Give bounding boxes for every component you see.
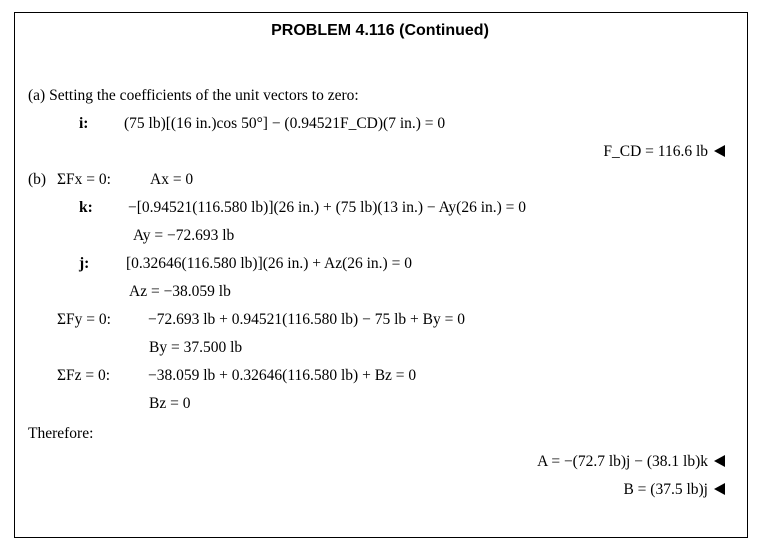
fy-equation: −72.693 lb + 0.94521(116.580 lb) − 75 lb + By = 0: [148, 311, 465, 328]
j-equation: [0.32646(116.580 lb)](26 in.) + Az(26 in.) = 0: [126, 255, 412, 272]
by-equation: By = 37.500 lb: [149, 339, 243, 356]
i-equation: (75 lb)[(16 in.)cos 50°] − (0.94521F_CD)(7 in.) = 0: [124, 115, 446, 132]
ax-equation: Ax = 0: [150, 171, 194, 188]
sum-fy-label: ΣFy = 0:: [57, 311, 111, 328]
therefore-label: Therefore:: [28, 425, 94, 442]
answer-b-text: B = (37.5 lb)j: [623, 481, 708, 498]
bz-equation: Bz = 0: [149, 395, 191, 412]
i-label: i:: [79, 115, 89, 132]
fcd-result: [560, 142, 725, 162]
fcd-result-text: F_CD = 116.6 lb: [603, 143, 708, 160]
answer-arrow-icon: [714, 455, 725, 467]
k-equation: −[0.94521(116.580 lb)](26 in.) + (75 lb)(13 in.) − Ay(26 in.) = 0: [128, 199, 527, 216]
sum-fx-label: ΣFx = 0:: [57, 171, 111, 188]
part-b-label: (b): [28, 171, 47, 188]
answer-arrow-icon: [714, 145, 725, 157]
answer-b: [440, 480, 725, 500]
page-title: PROBLEM 4.116 (Continued): [271, 22, 489, 39]
az-equation: Az = −38.059 lb: [129, 283, 231, 300]
part-a-heading: (a) Setting the coefficients of the unit vectors to zero:: [28, 87, 359, 104]
k-label: k:: [79, 199, 93, 216]
answer-a-text: A = −(72.7 lb)j − (38.1 lb)k: [537, 453, 708, 470]
j-label: j:: [79, 255, 90, 272]
answer-arrow-icon: [714, 483, 725, 495]
answer-a: [440, 452, 725, 472]
ay-equation: Ay = −72.693 lb: [133, 227, 235, 244]
fz-equation: −38.059 lb + 0.32646(116.580 lb) + Bz = 0: [148, 367, 417, 384]
sum-fz-label: ΣFz = 0:: [57, 367, 111, 384]
